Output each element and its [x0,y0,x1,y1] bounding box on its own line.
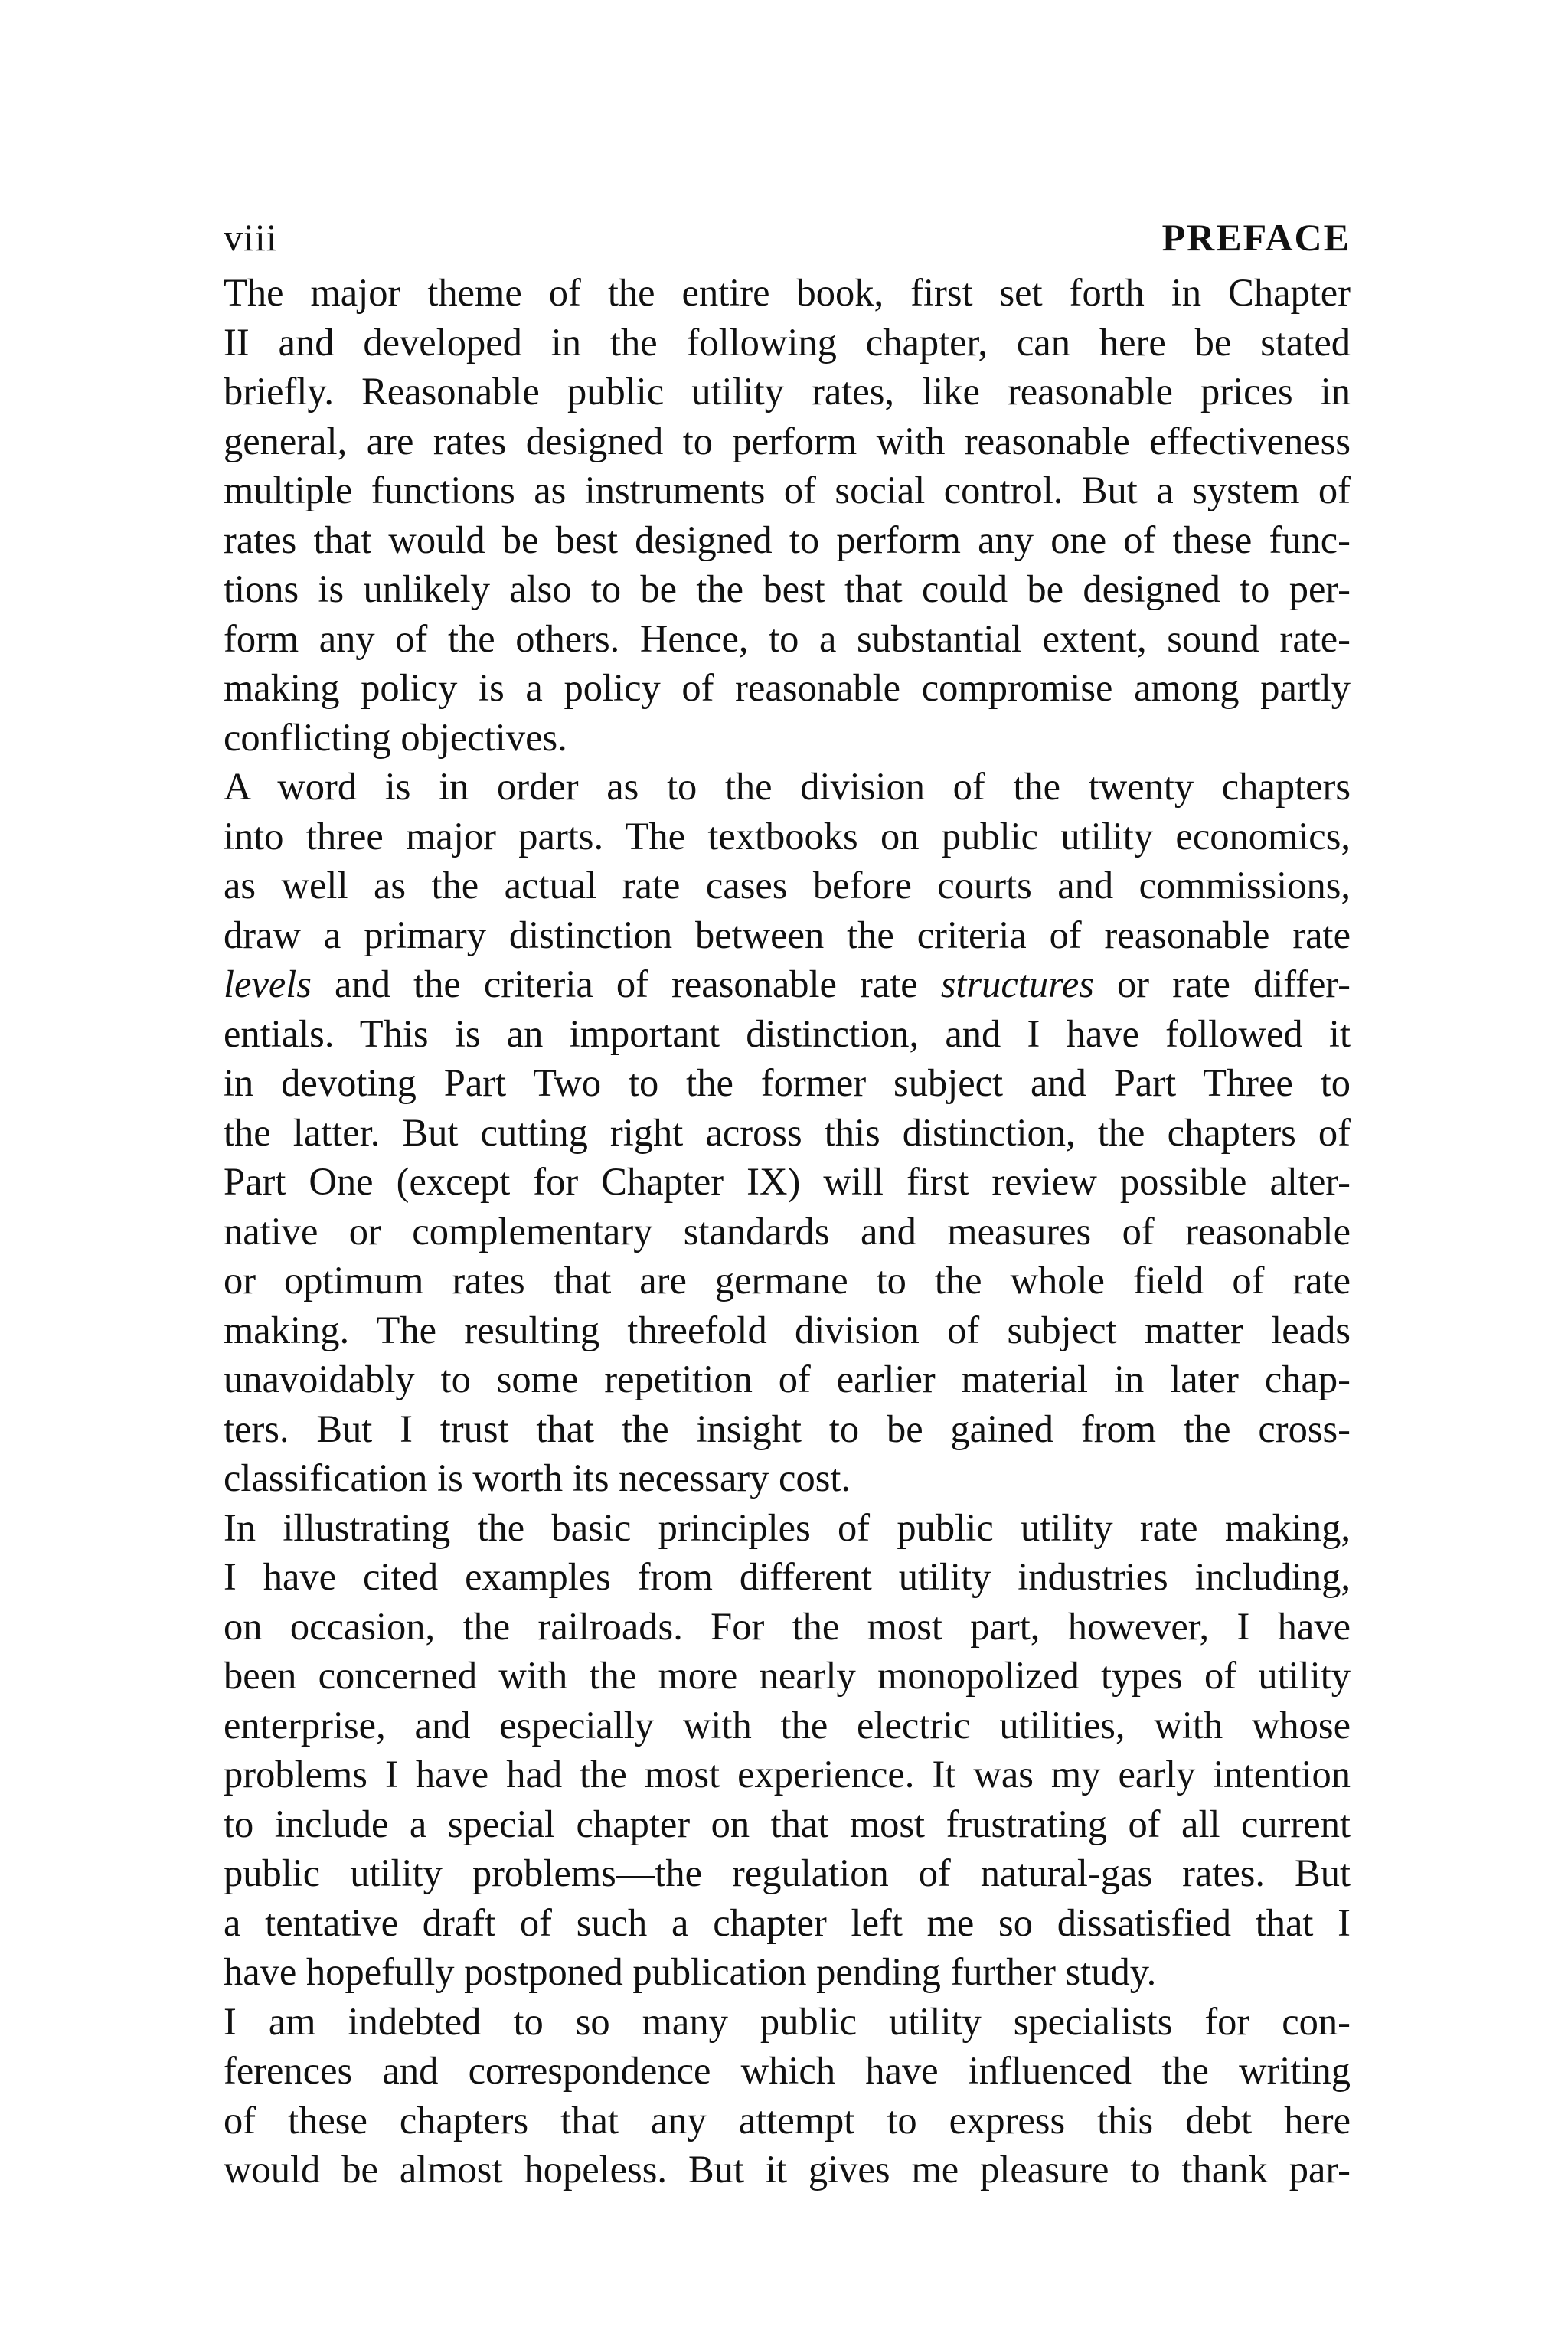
book-page [224,207,1351,2195]
text-line: general, are rates designed to perform with reasonable effectiveness [224,419,1351,462]
text-line: II and developed in the following chapter, can here be stated [224,320,1351,364]
text-line: a tentative draft of such a chapter left me so dissatisfied that I [224,1900,1351,1944]
text-line: form any of the others. Hence, to a substantial extent, sound rate- [224,616,1351,660]
text-line: of these chapters that any attempt to express this debt here [224,2098,1351,2142]
paragraph-major-theme [224,268,1351,762]
text-line: Part One (except for Chapter IX) will first review possible alter- [224,1160,1351,1203]
text-line: as well as the actual rate cases before courts and commissions, [224,864,1351,907]
text-line: entials. This is an important distinction, and I have followed it [224,1012,1351,1055]
text-line: multiple functions as instruments of social control. But a system of [224,469,1351,511]
text-line: I am indebted to so many public utility specialists for con- [224,1999,1351,2043]
text-line: In illustrating the basic principles of public utility rate making, [224,1505,1351,1549]
text-line: briefly. Reasonable public utility rates, like reasonable prices in [224,370,1351,413]
text-line: would be almost hopeless. But it gives me pleasure to thank par- [224,2148,1351,2191]
paragraph-division-of-parts [224,762,1351,1503]
text-line: to include a special chapter on that most frustrating of all current [224,1802,1351,1845]
text-line: rates that would be best designed to perform any one of these func- [224,518,1351,561]
text-line: classification is worth its necessary cost. [224,1456,851,1499]
text-segment: or rate differ- [1093,963,1351,1005]
text-line: tions is unlikely also to be the best that could be designed to per- [224,567,1351,610]
text-line: enterprise, and especially with the electric utilities, with whose [224,1703,1351,1747]
text-line: public utility problems—the regulation of natural-gas rates. But [224,1851,1351,1894]
emphasis-levels: levels [224,963,312,1005]
emphasis-structures: structures [940,963,1094,1005]
text-line: in devoting Part Two to the former subject and Part Three to [224,1061,1351,1104]
text-line: The major theme of the entire book, first set forth in Chapter [224,271,1351,314]
text-line: or optimum rates that are germane to the whole field of rate [224,1259,1351,1302]
text-line: problems I have had the most experience. It was my early intention [224,1753,1351,1796]
text-line: making policy is a policy of reasonable compromise among partly [224,666,1351,709]
text-line: I have cited examples from different utility industries including, [224,1555,1351,1598]
running-head-title: PREFACE [1161,216,1351,259]
text-line: have hopefully postponed publication pending further study. [224,1950,1157,1993]
text-line: been concerned with the more nearly monopolized types of utility [224,1654,1351,1697]
text-line-with-emphasis [224,959,1351,1009]
text-line: ters. But I trust that the insight to be gained from the cross- [224,1407,1351,1450]
text-line: on occasion, the railroads. For the most part, however, I have [224,1604,1351,1648]
text-line: conflicting objectives. [224,715,567,759]
paragraph-illustrating-principles [224,1503,1351,1997]
text-line: draw a primary distinction between the criteria of reasonable rate [224,913,1351,956]
text-line: into three major parts. The textbooks on public utility economics, [224,814,1351,858]
text-line: unavoidably to some repetition of earlier material in later chap- [224,1358,1351,1400]
text-line: A word is in order as to the division of the twenty chapters [224,765,1351,808]
running-head [224,207,1351,268]
text-line: making. The resulting threefold division of subject matter leads [224,1308,1351,1351]
text-line: ferences and correspondence which have influenced the writing [224,2049,1351,2092]
text-line: native or complementary standards and measures of reasonable [224,1209,1351,1253]
text-line: the latter. But cutting right across this distinction, the chapters of [224,1110,1351,1154]
page-number: viii [224,216,278,259]
text-segment: and the criteria of reasonable rate [311,963,941,1005]
paragraph-acknowledgements [224,1997,1351,2195]
